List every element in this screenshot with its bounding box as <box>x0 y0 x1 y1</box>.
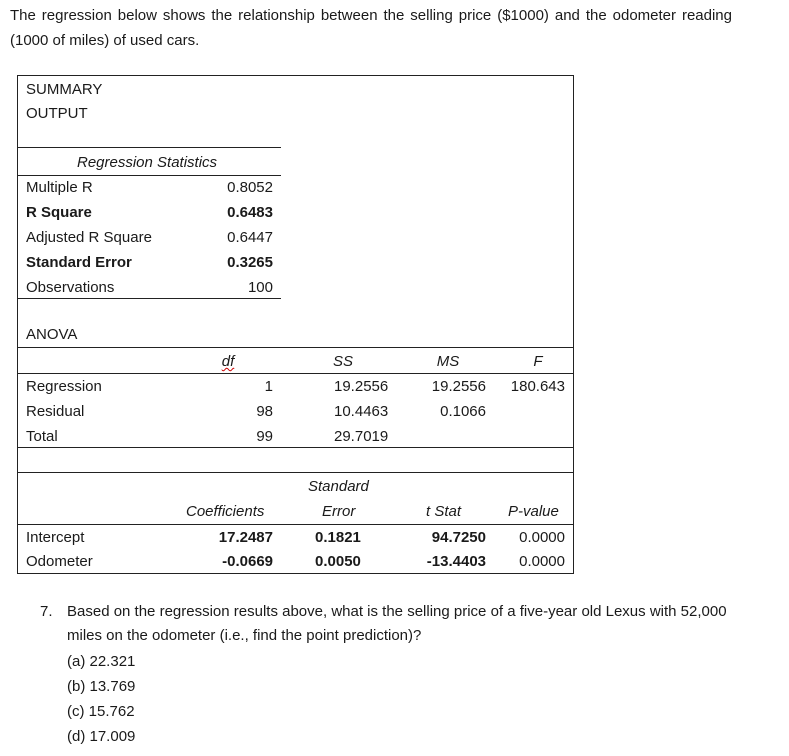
anova-label: ANOVA <box>26 326 78 343</box>
coef-value-intercept: 17.2487 <box>218 529 273 546</box>
summary-title-line1: SUMMARY <box>26 81 103 98</box>
anova-df-total: 99 <box>256 428 273 445</box>
coef-header-se-line2: Error <box>322 503 356 520</box>
pvalue-odometer: 0.0000 <box>519 553 565 570</box>
stat-label-r-square: R Square <box>26 204 92 221</box>
anova-top-rule <box>18 347 573 348</box>
regression-statistics-heading: Regression Statistics <box>77 154 218 171</box>
stats-top-rule <box>18 147 281 148</box>
stat-value-multiple-r: 0.8052 <box>227 179 273 196</box>
anova-ss-regression: 19.2556 <box>334 378 389 395</box>
tstat-value-odometer: -13.4403 <box>426 553 486 570</box>
stat-label-standard-error: Standard Error <box>26 254 132 271</box>
anova-header-ms: MS <box>436 353 460 370</box>
stat-value-adjusted-r-square: 0.6447 <box>227 229 273 246</box>
stats-header-rule <box>18 175 281 176</box>
anova-df-residual: 98 <box>256 403 273 420</box>
anova-ms-residual: 0.1066 <box>440 403 486 420</box>
coef-header-coefficients: Coefficients <box>186 503 265 520</box>
regression-summary-table <box>17 75 574 574</box>
anova-header-f: F <box>533 353 543 370</box>
se-value-odometer: 0.0050 <box>315 553 361 570</box>
stat-label-multiple-r: Multiple R <box>26 179 93 196</box>
anova-df-regression: 1 <box>264 378 273 395</box>
question-text: Based on the regression results above, what is the selling price of a five-year old Lexus with 52,000 miles on the odometer (i.e., find the point prediction)? <box>67 603 727 644</box>
stat-label-observations: Observations <box>26 279 115 296</box>
anova-bottom-rule <box>18 447 573 448</box>
question-number: 7. <box>40 603 53 620</box>
option-c: (c) 15.762 <box>67 703 135 720</box>
option-b: (b) 13.769 <box>67 678 136 695</box>
anova-header-ss: SS <box>332 353 353 370</box>
se-value-intercept: 0.1821 <box>315 529 361 546</box>
stat-label-adjusted-r-square: Adjusted R Square <box>26 229 152 246</box>
option-a: (a) 22.321 <box>67 653 136 670</box>
anova-ss-total: 29.7019 <box>334 428 389 445</box>
pvalue-intercept: 0.0000 <box>519 529 565 546</box>
coef-header-se-line1: Standard <box>308 478 369 495</box>
coef-header-pvalue: P-value <box>508 503 559 520</box>
stat-value-standard-error: 0.3265 <box>227 254 273 271</box>
stat-value-observations: 100 <box>247 279 273 296</box>
anova-source-regression: Regression <box>26 378 102 395</box>
coef-name-intercept: Intercept <box>26 529 85 546</box>
option-d: (d) 17.009 <box>67 728 136 745</box>
anova-source-total: Total <box>26 428 58 445</box>
intro-paragraph: The regression below shows the relationship between the selling price ($1000) and the odometer reading (1000 of miles) of used cars. <box>10 7 732 49</box>
stat-value-r-square: 0.6483 <box>227 204 273 221</box>
coef-header-rule <box>18 524 573 525</box>
coef-header-tstat: t Stat <box>426 503 462 520</box>
anova-f-regression: 180.643 <box>510 378 565 395</box>
stats-bottom-rule <box>18 298 281 299</box>
coef-name-odometer: Odometer <box>26 553 93 570</box>
anova-ss-residual: 10.4463 <box>334 403 389 420</box>
anova-ms-regression: 19.2556 <box>431 378 486 395</box>
anova-header-rule <box>18 373 573 374</box>
coef-top-rule <box>18 472 573 473</box>
anova-source-residual: Residual <box>26 403 85 420</box>
anova-header-df: df <box>221 353 235 370</box>
tstat-value-intercept: 94.7250 <box>431 529 486 546</box>
coef-value-odometer: -0.0669 <box>222 553 273 570</box>
summary-title-line2: OUTPUT <box>26 105 88 122</box>
